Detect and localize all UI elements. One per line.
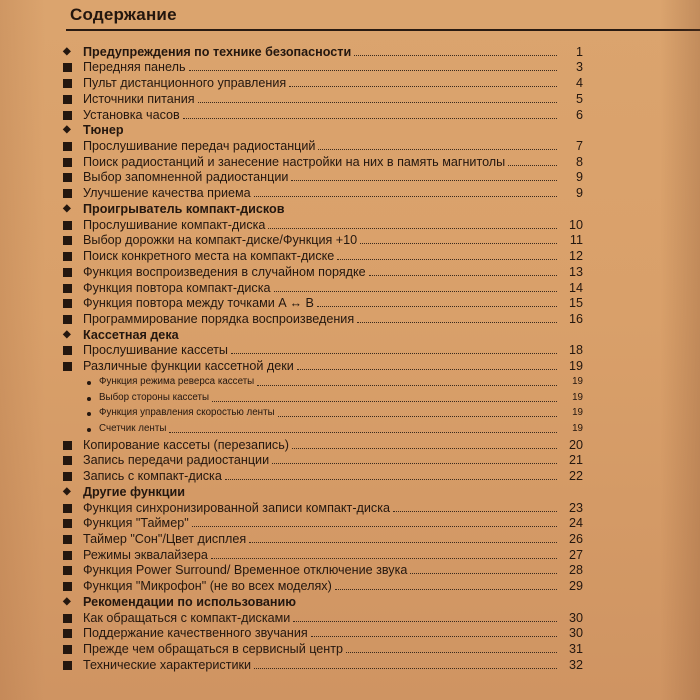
toc-item-row bbox=[63, 609, 583, 625]
square-bullet-icon bbox=[63, 111, 72, 120]
dot-leader bbox=[212, 400, 557, 402]
toc-page-number: 19 bbox=[572, 391, 583, 403]
bullet bbox=[63, 438, 83, 452]
toc-page-number: 13 bbox=[568, 264, 583, 279]
dot-leader bbox=[289, 85, 557, 87]
toc-entry-text: Проигрыватель компакт-дисков bbox=[83, 201, 285, 216]
toc-page-number: 30 bbox=[568, 610, 583, 625]
toc-page-number: 10 bbox=[568, 217, 583, 232]
toc-item-row bbox=[63, 342, 583, 358]
square-bullet-icon bbox=[63, 79, 72, 88]
toc-page-number: 12 bbox=[568, 249, 583, 264]
square-bullet-icon bbox=[63, 268, 72, 277]
toc-item-row bbox=[63, 232, 583, 248]
toc-entry-text: Функция повтора между точками A ↔ B bbox=[83, 296, 314, 311]
bullet bbox=[63, 501, 83, 515]
square-bullet-icon bbox=[63, 362, 72, 371]
toc-entry-text: Выбор запомненной радиостанции bbox=[83, 170, 289, 185]
toc-section-row bbox=[63, 483, 583, 499]
dot-leader bbox=[257, 384, 557, 386]
square-bullet-icon bbox=[63, 142, 72, 151]
toc-item-row bbox=[63, 562, 583, 578]
toc-page-number: 14 bbox=[568, 280, 583, 295]
bullet bbox=[63, 595, 83, 609]
toc-item-row bbox=[63, 295, 583, 311]
square-bullet-icon bbox=[63, 551, 72, 560]
dot-leader bbox=[291, 179, 557, 181]
table-of-contents bbox=[63, 43, 583, 672]
toc-entry-text: Функция воспроизведения в случайном порядке bbox=[83, 264, 366, 279]
dot-bullet-icon bbox=[87, 412, 91, 416]
toc-entry-text: Кассетная дека bbox=[83, 327, 179, 342]
square-bullet-icon bbox=[63, 315, 72, 324]
toc-item-row bbox=[63, 137, 583, 153]
toc-entry-text: Поддержание качественного звучания bbox=[83, 626, 308, 641]
toc-item-row bbox=[63, 263, 583, 279]
square-bullet-icon bbox=[63, 284, 72, 293]
toc-entry-text: Функция режима реверса кассеты bbox=[99, 375, 255, 387]
toc-entry-text: Поиск радиостанций и занесение настройки на них в память магнитолы bbox=[83, 154, 506, 169]
square-bullet-icon bbox=[63, 299, 72, 308]
toc-entry-text: Передняя панель bbox=[83, 60, 186, 75]
dot-leader bbox=[189, 69, 557, 71]
toc-page-number: 27 bbox=[568, 547, 583, 562]
toc-page-number: 28 bbox=[568, 563, 583, 578]
toc-item-row bbox=[63, 310, 583, 326]
dot-leader bbox=[254, 195, 557, 197]
toc-entry-text: Прежде чем обращаться в сервисный центр bbox=[83, 642, 344, 657]
toc-page-number: 21 bbox=[568, 453, 583, 468]
toc-entry-text: Предупреждения по технике безопасности bbox=[83, 44, 352, 59]
bullet bbox=[63, 453, 83, 467]
toc-page-number: 19 bbox=[572, 407, 583, 419]
dot-leader bbox=[272, 462, 557, 464]
dot-leader bbox=[297, 368, 557, 370]
toc-entry-text: Функция повтора компакт-диска bbox=[83, 280, 271, 295]
square-bullet-icon bbox=[63, 535, 72, 544]
bullet bbox=[63, 611, 83, 625]
square-bullet-icon bbox=[63, 661, 72, 670]
bullet bbox=[63, 343, 83, 357]
toc-entry-text: Установка часов bbox=[83, 107, 180, 122]
toc-item-row bbox=[63, 656, 583, 672]
toc-page-number: 22 bbox=[568, 469, 583, 484]
toc-entry-text: Другие функции bbox=[83, 484, 185, 499]
toc-page-number: 19 bbox=[572, 375, 583, 387]
toc-subitem-row bbox=[63, 405, 583, 421]
toc-entry-text: Копирование кассеты (перезапись) bbox=[83, 437, 289, 452]
toc-entry-text: Запись передачи радиостанции bbox=[83, 453, 270, 468]
toc-item-row bbox=[63, 106, 583, 122]
bullet bbox=[63, 469, 83, 483]
dot-bullet-icon bbox=[87, 397, 91, 401]
dot-leader bbox=[317, 305, 557, 307]
dot-leader bbox=[274, 290, 558, 292]
toc-item-row bbox=[63, 216, 583, 232]
bullet bbox=[63, 202, 83, 216]
bullet bbox=[63, 170, 83, 184]
toc-entry-text: Функция Power Surround/ Временное отключение звука bbox=[83, 563, 408, 578]
toc-item-row bbox=[63, 546, 583, 562]
square-bullet-icon bbox=[63, 252, 72, 261]
bullet bbox=[63, 375, 99, 389]
toc-item-row bbox=[63, 530, 583, 546]
bullet bbox=[63, 186, 83, 200]
bullet bbox=[63, 76, 83, 90]
bullet bbox=[63, 563, 83, 577]
toc-entry-text: Программирование порядка воспроизведения bbox=[83, 311, 355, 326]
bullet bbox=[63, 532, 83, 546]
bullet bbox=[63, 45, 83, 59]
toc-page-number: 9 bbox=[575, 170, 583, 185]
toc-page-number: 26 bbox=[568, 532, 583, 546]
page-shadow-left bbox=[0, 0, 45, 700]
toc-item-row bbox=[63, 436, 583, 452]
toc-item-row bbox=[63, 577, 583, 593]
toc-page-number: 9 bbox=[575, 186, 583, 201]
dot-leader bbox=[354, 54, 557, 56]
dot-leader bbox=[357, 321, 557, 323]
dot-bullet-icon bbox=[87, 381, 91, 385]
bullet bbox=[63, 328, 83, 342]
toc-page-number: 3 bbox=[575, 60, 583, 75]
bullet bbox=[63, 123, 83, 137]
dot-leader bbox=[393, 510, 557, 512]
toc-entry-text: Запись с компакт-диска bbox=[83, 469, 222, 484]
square-bullet-icon bbox=[63, 95, 72, 104]
bullet bbox=[63, 406, 99, 420]
dot-bullet-icon bbox=[87, 428, 91, 432]
toc-page-number: 24 bbox=[568, 516, 583, 531]
title-rule bbox=[66, 29, 700, 31]
toc-subitem-row bbox=[63, 389, 583, 405]
dot-leader bbox=[346, 651, 557, 653]
dot-leader bbox=[311, 635, 557, 637]
toc-entry-text: Рекомендации по использованию bbox=[83, 594, 296, 609]
toc-item-row bbox=[63, 499, 583, 515]
toc-page-number: 23 bbox=[568, 500, 583, 515]
dot-leader bbox=[169, 431, 557, 433]
toc-entry-text: Выбор дорожки на компакт-диске/Функция +10 bbox=[83, 233, 358, 248]
square-bullet-icon bbox=[63, 236, 72, 245]
toc-item-row bbox=[63, 357, 583, 373]
dot-leader bbox=[360, 242, 557, 244]
bullet bbox=[63, 265, 83, 279]
toc-page-number: 5 bbox=[575, 91, 583, 106]
bullet bbox=[63, 548, 83, 562]
bullet bbox=[63, 391, 99, 405]
bullet bbox=[63, 139, 83, 153]
square-bullet-icon bbox=[63, 614, 72, 623]
toc-page-number: 16 bbox=[568, 311, 583, 326]
toc-page-number: 11 bbox=[569, 233, 583, 248]
dot-leader bbox=[508, 164, 557, 166]
square-bullet-icon bbox=[63, 504, 72, 513]
square-bullet-icon bbox=[63, 582, 72, 591]
toc-item-row bbox=[63, 153, 583, 169]
toc-item-row bbox=[63, 169, 583, 185]
toc-item-row bbox=[63, 467, 583, 483]
square-bullet-icon bbox=[63, 519, 72, 528]
dot-leader bbox=[292, 447, 557, 449]
toc-section-row bbox=[63, 200, 583, 216]
toc-section-row bbox=[63, 43, 583, 59]
toc-page-number: 7 bbox=[575, 139, 583, 154]
square-bullet-icon bbox=[63, 158, 72, 167]
dot-leader bbox=[335, 588, 557, 590]
toc-entry-text: Прослушивание передач радиостанций bbox=[83, 139, 316, 154]
toc-entry-text: Счетчик ленты bbox=[99, 422, 167, 434]
toc-item-row bbox=[63, 184, 583, 200]
bullet bbox=[63, 218, 83, 232]
bullet bbox=[63, 60, 83, 74]
square-bullet-icon bbox=[63, 566, 72, 575]
toc-entry-text: Функция управления скоростью ленты bbox=[99, 407, 275, 419]
toc-page-number: 20 bbox=[568, 437, 583, 452]
square-bullet-icon bbox=[63, 629, 72, 638]
toc-page-number: 4 bbox=[575, 76, 583, 91]
diamond-bullet-icon: ◆ bbox=[63, 124, 71, 136]
page-title: Содержание bbox=[70, 5, 177, 24]
dot-leader bbox=[268, 227, 557, 229]
toc-section-row bbox=[63, 122, 583, 138]
bullet bbox=[63, 312, 83, 326]
toc-item-row bbox=[63, 625, 583, 641]
dot-leader bbox=[183, 117, 557, 119]
dot-leader bbox=[278, 415, 557, 417]
toc-entry-text: Источники питания bbox=[83, 91, 195, 106]
toc-entry-text: Различные функции кассетной деки bbox=[83, 359, 294, 374]
toc-entry-text: Таймер "Сон"/Цвет дисплея bbox=[83, 532, 247, 546]
toc-item-row bbox=[63, 279, 583, 295]
toc-item-row bbox=[63, 247, 583, 263]
toc-page-number: 6 bbox=[575, 107, 583, 122]
bullet bbox=[63, 579, 83, 593]
toc-entry-text: Функция "Микрофон" (не во всех моделях) bbox=[83, 579, 332, 594]
toc-page-number: 29 bbox=[568, 579, 583, 594]
bullet bbox=[63, 281, 83, 295]
bullet bbox=[63, 642, 83, 656]
bullet bbox=[63, 92, 83, 106]
square-bullet-icon bbox=[63, 173, 72, 182]
square-bullet-icon bbox=[63, 645, 72, 654]
bullet bbox=[63, 658, 83, 672]
dot-leader bbox=[254, 667, 557, 669]
square-bullet-icon bbox=[63, 472, 72, 481]
bullet bbox=[63, 359, 83, 373]
square-bullet-icon bbox=[63, 346, 72, 355]
toc-page-number: 18 bbox=[568, 343, 583, 358]
toc-page-number: 8 bbox=[575, 154, 583, 169]
page-shadow-right bbox=[660, 0, 700, 700]
square-bullet-icon bbox=[63, 63, 72, 72]
toc-page-number: 19 bbox=[568, 359, 583, 374]
toc-entry-text: Выбор стороны кассеты bbox=[99, 391, 209, 403]
toc-page-number: 32 bbox=[568, 657, 583, 672]
toc-page-number: 19 bbox=[572, 422, 583, 434]
bullet bbox=[63, 249, 83, 263]
toc-item-row bbox=[63, 515, 583, 531]
dot-leader bbox=[369, 274, 557, 276]
toc-entry-text: Поиск конкретного места на компакт-диске bbox=[83, 249, 335, 264]
square-bullet-icon bbox=[63, 441, 72, 450]
diamond-bullet-icon: ◆ bbox=[63, 45, 71, 57]
toc-item-row bbox=[63, 59, 583, 75]
toc-entry-text: Пульт дистанционного управления bbox=[83, 76, 287, 91]
bullet bbox=[63, 516, 83, 530]
bullet bbox=[63, 233, 83, 247]
square-bullet-icon bbox=[63, 221, 72, 230]
square-bullet-icon bbox=[63, 189, 72, 198]
dot-leader bbox=[231, 352, 557, 354]
toc-entry-text: Функция синхронизированной записи компакт-диска bbox=[83, 500, 390, 515]
bullet bbox=[63, 485, 83, 499]
dot-leader bbox=[318, 148, 557, 150]
toc-entry-text: Тюнер bbox=[83, 123, 124, 138]
bullet bbox=[63, 422, 99, 436]
toc-entry-text: Технические характеристики bbox=[83, 657, 252, 672]
toc-subitem-row bbox=[63, 373, 583, 389]
dot-leader bbox=[198, 101, 557, 103]
diamond-bullet-icon: ◆ bbox=[63, 328, 71, 340]
toc-page-number: 1 bbox=[575, 44, 583, 59]
dot-leader bbox=[337, 258, 557, 260]
toc-section-row bbox=[63, 326, 583, 342]
toc-section-row bbox=[63, 593, 583, 609]
toc-entry-text: Улучшение качества приема bbox=[83, 186, 251, 201]
dot-leader bbox=[192, 525, 557, 527]
bullet bbox=[63, 626, 83, 640]
toc-page-number: 31 bbox=[568, 642, 583, 657]
toc-item-row bbox=[63, 640, 583, 656]
toc-entry-text: Как обращаться с компакт-дисками bbox=[83, 610, 291, 625]
toc-item-row bbox=[63, 452, 583, 468]
diamond-bullet-icon: ◆ bbox=[63, 202, 71, 214]
dot-leader bbox=[249, 541, 557, 543]
toc-page-number: 30 bbox=[568, 626, 583, 641]
square-bullet-icon bbox=[63, 456, 72, 465]
toc-item-row bbox=[63, 74, 583, 90]
diamond-bullet-icon: ◆ bbox=[63, 485, 71, 497]
bullet bbox=[63, 155, 83, 169]
diamond-bullet-icon: ◆ bbox=[63, 595, 71, 607]
toc-page-number: 15 bbox=[568, 296, 583, 311]
toc-entry-text: Прослушивание кассеты bbox=[83, 343, 228, 358]
toc-item-row bbox=[63, 90, 583, 106]
bullet bbox=[63, 108, 83, 122]
bullet bbox=[63, 296, 83, 310]
dot-leader bbox=[225, 478, 557, 480]
toc-entry-text: Режимы эквалайзера bbox=[83, 547, 208, 562]
toc-entry-text: Функция "Таймер" bbox=[83, 516, 189, 531]
toc-subitem-row bbox=[63, 420, 583, 436]
toc-entry-text: Прослушивание компакт-диска bbox=[83, 217, 266, 232]
dot-leader bbox=[410, 572, 557, 574]
dot-leader bbox=[293, 620, 557, 622]
dot-leader bbox=[211, 557, 557, 559]
